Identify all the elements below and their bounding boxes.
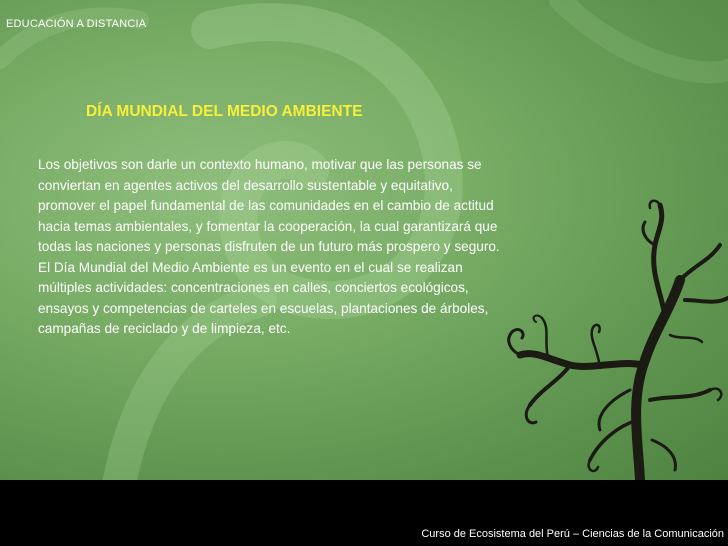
slide-body bbox=[38, 155, 508, 340]
footer-credit: Curso de Ecosistema del Perú – Ciencias de la Comunicación bbox=[421, 528, 724, 540]
header-label: EDUCACIÓN A DISTANCIA bbox=[6, 18, 147, 30]
tree-illustration bbox=[480, 190, 728, 480]
slide-title: DÍA MUNDIAL DEL MEDIO AMBIENTE bbox=[86, 103, 363, 120]
body-paragraph-objectives: Los objetivos son darle un contexto humano, motivar que las personas se conviertan en agentes activos del desarrollo sustentable y equitativo, promover el papel fundamental de las comunidades en el cambio de actitud hacia temas ambientales, y fomentar la cooperación, la cual garantizará que todas las naciones y personas disfruten de un futuro más prospero y seguro. bbox=[38, 157, 500, 254]
body-paragraph-activities: El Día Mundial del Medio Ambiente es un evento en el cual se realizan múltiples actividades: concentraciones en calles, conciertos ecológicos, ensayos y competencias de carteles en escuelas, plantaciones de árboles, campañas de reciclado y de limpieza, etc. bbox=[38, 259, 489, 336]
